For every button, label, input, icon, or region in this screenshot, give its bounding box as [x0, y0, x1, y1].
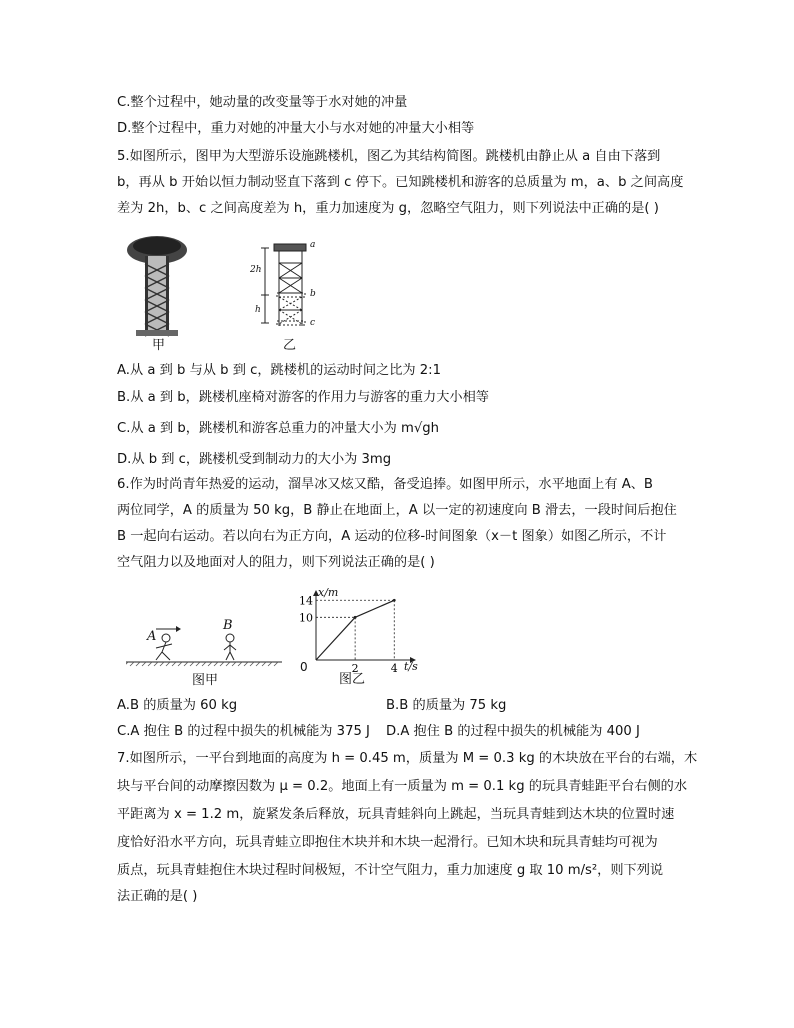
x-tick-label: 2 — [351, 662, 359, 675]
series-segment — [316, 617, 355, 660]
q6-option-d: D.A 抱住 B 的过程中损失的机械能为 400 J — [386, 724, 640, 739]
caption-fig-jia: 图甲 — [192, 673, 219, 688]
label-c: c — [310, 318, 316, 328]
data-point — [393, 599, 396, 602]
q6-option-b: B.B 的质量为 75 kg — [386, 698, 507, 713]
question-6-line-2: 两位同学，A 的质量为 50 kg，B 静止在地面上，A 以一定的初速度向 B 滑去，一段时间后抱住 — [117, 503, 677, 518]
q6-option-a: A.B 的质量为 60 kg — [117, 698, 238, 713]
x-tick-label: 4 — [390, 662, 398, 675]
question-6-line-1: 6.作为时尚青年热爱的运动，溜旱冰又炫又酷，备受追捧。如图甲所示，水平地面上有 A、B — [117, 477, 653, 492]
q5-option-d: D.从 b 到 c，跳楼机受到制动力的大小为 3mg — [117, 452, 392, 467]
origin-label: 0 — [300, 660, 308, 674]
figure-5 — [122, 226, 332, 353]
question-7-line-4: 度恰好沿水平方向，玩具青蛙立即抱住木块并和木块一起滑行。已知木块和玩具青蛙均可视为 — [117, 835, 658, 850]
question-6-line-4: 空气阻力以及地面对人的阻力，则下列说法正确的是( ) — [117, 555, 435, 570]
skater-a-icon — [156, 634, 172, 660]
caption-yi: 乙 — [283, 338, 297, 353]
question-7-line-6: 法正确的是( ) — [117, 889, 198, 904]
y-tick-label: 10 — [299, 611, 313, 625]
label-2h: 2h — [250, 265, 262, 275]
question-5-line-1: 5.如图所示，图甲为大型游乐设施跳楼机，图乙为其结构简图。跳楼机由静止从 a 自由下落到 — [117, 149, 661, 164]
data-point — [354, 616, 357, 619]
figure-5-drawing — [122, 226, 332, 350]
q5-option-a: A.从 a 到 b 与从 b 到 c，跳楼机的运动时间之比为 2:1 — [117, 363, 441, 378]
label-b: b — [310, 289, 316, 299]
question-6-line-3: B 一起向右运动。若以向右为正方向，A 运动的位移-时间图象（x－t 图象）如图乙所示，不计 — [117, 529, 667, 544]
y-axis-label: x/m — [318, 586, 339, 599]
figure-6-yi — [296, 586, 426, 687]
x-axis-label: t/s — [404, 660, 418, 673]
option-d-text: D.整个过程中，重力对她的冲量大小与水对她的冲量大小相等 — [117, 121, 475, 136]
question-7-line-1: 7.如图所示，一平台到地面的高度为 h = 0.45 m，质量为 M = 0.3 kg 的木块放在平台的右端，木 — [117, 751, 698, 766]
structure-diagram — [261, 244, 306, 326]
question-7-line-3: 平距离为 x = 1.2 m，旋紧发条后释放，玩具青蛙斜向上跳起，当玩具青蛙到达木块的位置时速 — [117, 807, 675, 822]
question-5-line-3: 差为 2h，b、c 之间高度差为 h，重力加速度为 g，忽略空气阻力，则下列说法中正确的是( ) — [117, 201, 659, 216]
figure-6-jia — [126, 618, 286, 690]
drop-tower-photo — [127, 236, 187, 336]
caption-fig-yi: 图乙 — [339, 672, 366, 687]
q5-option-b: B.从 a 到 b，跳楼机座椅对游客的作用力与游客的重力大小相等 — [117, 390, 489, 405]
question-7-line-5: 质点，玩具青蛙抱住木块过程时间极短，不计空气阻力，重力加速度 g 取 10 m/s²，则下列说 — [117, 863, 664, 878]
question-5-line-2: b，再从 b 开始以恒力制动竖直下落到 c 停下。已知跳楼机和游客的总质量为 m，a、b 之间高度 — [117, 175, 684, 190]
question-7-line-2: 块与平台间的动摩擦因数为 μ = 0.2。地面上有一质量为 m = 0.1 kg 的玩具青蛙距平台右侧的水 — [117, 779, 688, 794]
q5-option-c: C.从 a 到 b，跳楼机和游客总重力的冲量大小为 m√gh — [117, 421, 439, 436]
q6-option-c: C.A 抱住 B 的过程中损失的机械能为 375 J — [117, 724, 370, 739]
label-B: B — [223, 618, 233, 633]
caption-jia: 甲 — [152, 338, 166, 353]
option-c-text: C.整个过程中，她动量的改变量等于水对她的冲量 — [117, 95, 408, 110]
label-h: h — [255, 305, 261, 315]
label-a: a — [310, 240, 316, 250]
series-segment — [355, 600, 394, 617]
label-A: A — [147, 629, 157, 644]
skater-b-icon — [224, 634, 236, 660]
y-tick-label: 14 — [299, 594, 313, 608]
